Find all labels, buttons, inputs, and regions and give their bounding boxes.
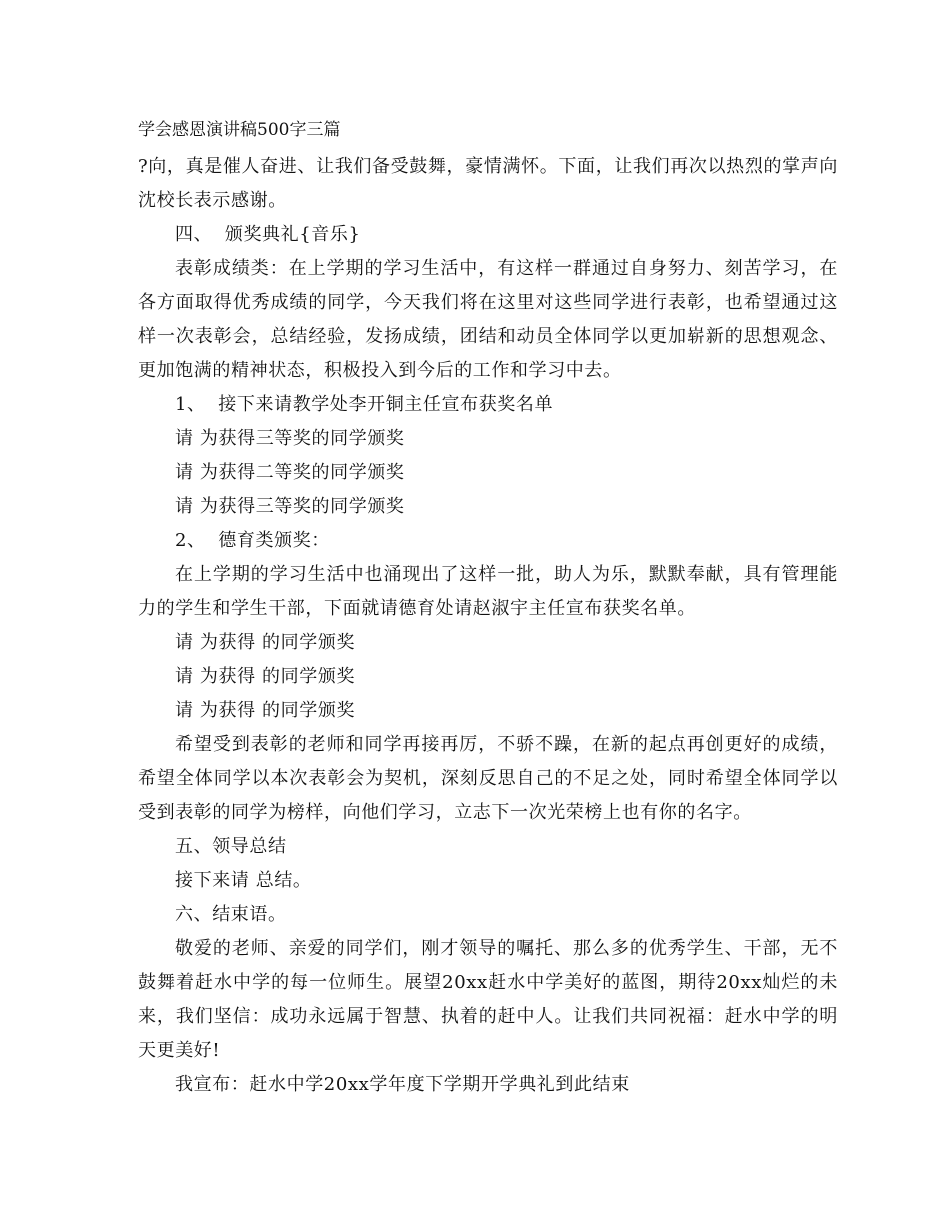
list-item: 请 为获得 的同学颁奖 (175, 666, 356, 687)
paragraph: 在上学期的学习生活中也涌现出了这样一批，助人为乐，默默奉献，具有管理能力的学生和学生干部，下面就请德育处请赵淑宇主任宣布获奖名单。 (138, 564, 838, 619)
paragraph: 接下来请 总结。 (175, 870, 312, 891)
list-item: 请 为获得三等奖的同学颁奖 (175, 496, 405, 517)
section-heading-closing: 六、结束语。 (175, 904, 287, 925)
document-body (138, 150, 845, 1102)
paragraph: 希望受到表彰的老师和同学再接再厉，不骄不躁，在新的起点再创更好的成绩， 希望全体同学以本次表彰会为契机，深刻反思自己的不足之处，同时希望全体同学以受到表彰的同学为榜样，向他们学习，立志下一次光荣榜上也有你的名字。 (138, 734, 845, 823)
section-heading-awards: 四、 颁奖典礼{音乐} (175, 224, 361, 245)
document-header: 学会感恩演讲稿500字三篇 (138, 120, 341, 140)
list-item: 请 为获得二等奖的同学颁奖 (175, 462, 405, 483)
list-item: 请 为获得 的同学颁奖 (175, 632, 356, 653)
list-item: 请 为获得 的同学颁奖 (175, 700, 356, 721)
section-heading-summary: 五、领导总结 (175, 836, 287, 857)
list-item: 1、 接下来请教学处李开铜主任宣布获奖名单 (175, 394, 554, 415)
list-item: 请 为获得三等奖的同学颁奖 (175, 428, 405, 449)
list-item: 2、 德育类颁奖： (175, 530, 330, 551)
paragraph: ?向，真是催人奋进、让我们备受鼓舞，豪情满怀。下面，让我们再次以热烈的掌声向沈校长表示感谢。 (138, 156, 838, 211)
paragraph: 表彰成绩类：在上学期的学习生活中，有这样一群通过自身努力、刻苦学习，在各方面取得优秀成绩的同学，今天我们将在这里对这些同学进行表彰，也希望通过这样一次表彰会，总结经验，发扬成绩，团结和动员全体同学以更加崭新的思想观念、更加饱满的精神状态，积极投入到今后的工作和学习中去。 (138, 258, 838, 381)
paragraph: 敬爱的老师、亲爱的同学们，刚才领导的嘱托、那么多的优秀学生、干部，无不鼓舞着赶水中学的每一位师生。展望20xx赶水中学美好的蓝图，期待20xx灿烂的未来，我们坚信：成功永远属于智慧、执着的赶中人。让我们共同祝福：赶水中学的明天更美好! (138, 938, 838, 1061)
paragraph: 我宣布：赶水中学20xx学年度下学期开学典礼到此结束 (175, 1074, 630, 1095)
